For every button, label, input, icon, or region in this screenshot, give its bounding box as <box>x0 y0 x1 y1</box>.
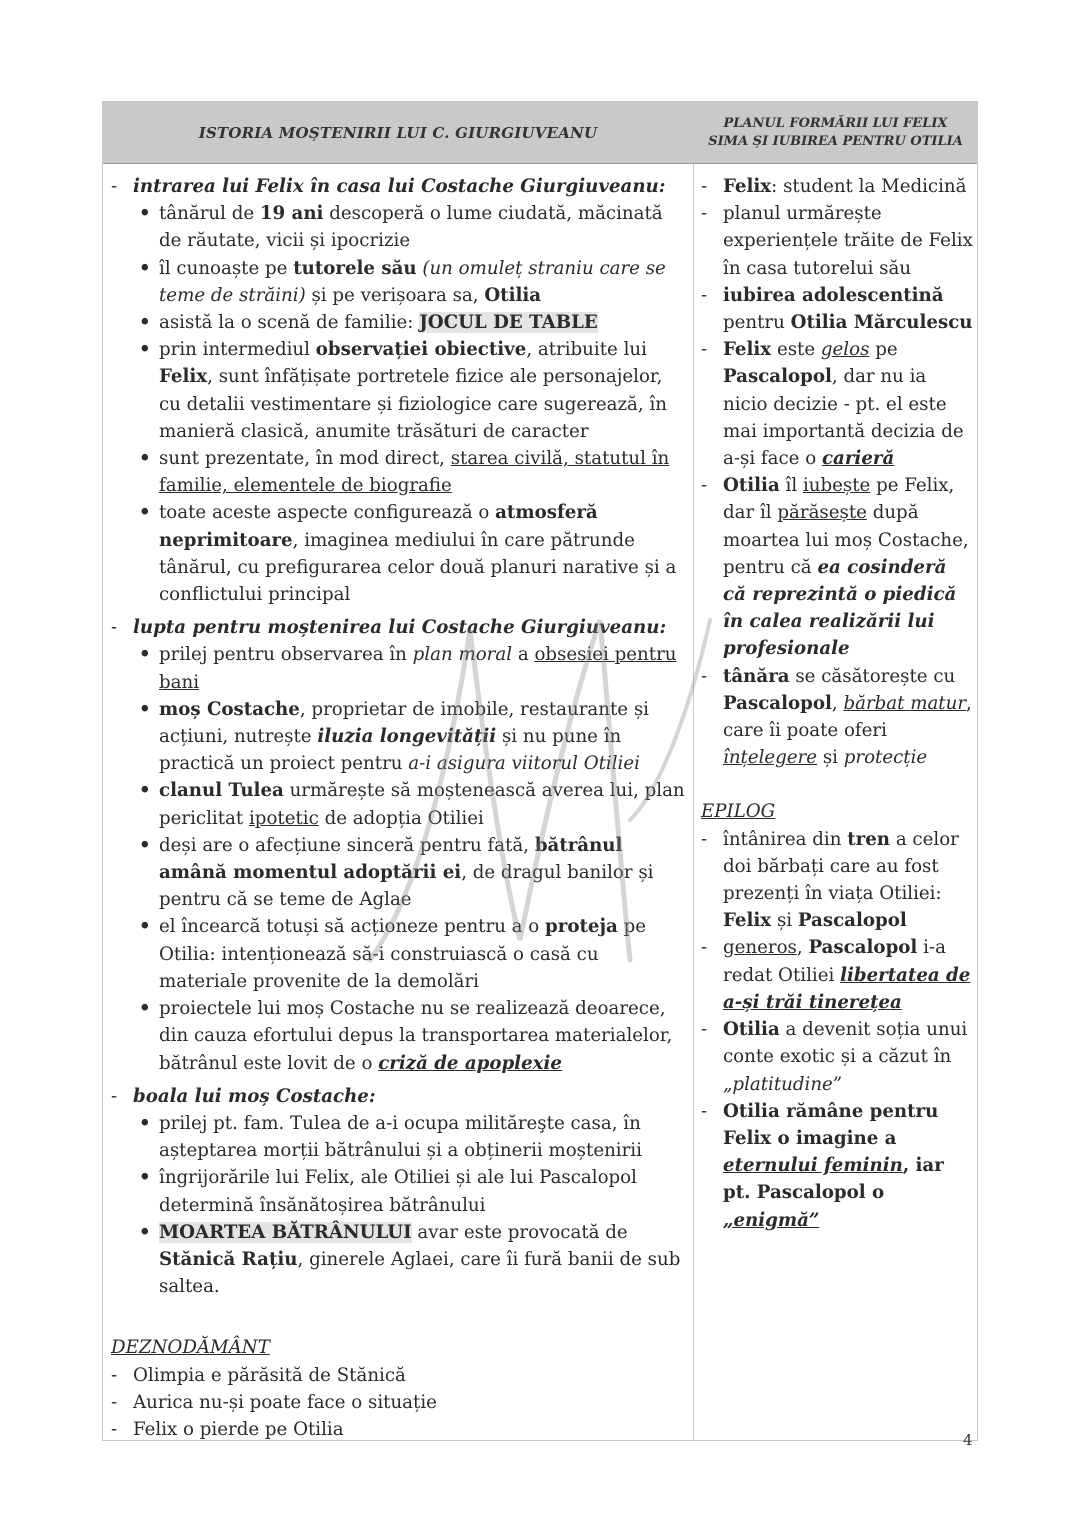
bullet-icon: • <box>139 780 151 802</box>
bullet-icon: • <box>139 203 151 225</box>
list-item: • îl cunoaște pe tutorele său (un omuleț straniu care se teme de străini) și pe verișoara sa, Otilia <box>137 255 685 309</box>
bullet-icon: • <box>139 502 151 524</box>
list-item: - tânăra se căsătorește cu Pascalopol, bărbat matur, care îi poate oferi înțelegere și protecție <box>701 665 972 769</box>
right-column <box>701 173 973 1234</box>
list-item: - Otilia a devenit soția unui conte exotic și a căzut în „platitudine” <box>701 1019 968 1095</box>
bullet-icon: • <box>139 698 151 720</box>
header-right-line2: SIMA ȘI IUBIREA PENTRU OTILIA <box>708 133 963 149</box>
list-item: - generos, Pascalopol i-a redat Otiliei libertatea de a-și trăi tinerețea <box>701 937 971 1013</box>
dash-marker: - <box>111 1085 118 1107</box>
bullet-icon: • <box>139 998 151 1020</box>
list-item: - planul urmărește experiențele trăite de Felix în casa tutorelui său <box>701 203 973 279</box>
bullet-list <box>111 1110 685 1300</box>
list-item: - Otilia rămâne pentru Felix o imagine a eternului feminin, iar pt. Pascalopol o „enigmă” <box>701 1100 944 1231</box>
list-item: • prin intermediul observației obiective, atribuite lui Felix, sunt înfățișate portretele fizice ale personajelor, cu detalii vestimentare și fiziologice care sugerează, în manieră clasică, anumite trăsături de caracter <box>137 336 685 445</box>
list-item: • proiectele lui moș Costache nu se realizează deoarece, din cauza efortului depus la transportarea materialelor, bătrânul este lovit de o criză de apoplexie <box>137 995 685 1077</box>
list-item: - Otilia îl iubește pe Felix, dar îl părăsește după moartea lui moș Costache, pentru că ea cosinderă că reprezintă o piedică în calea realizării lui profesionale <box>701 475 969 660</box>
deznodamant-title: DEZNODĂMÂNT <box>111 1337 270 1359</box>
list-item: - Felix: student la Medicină <box>701 176 967 197</box>
bullet-icon: • <box>139 1112 151 1134</box>
bullet-icon: • <box>139 312 151 334</box>
highlight: MOARTEA BĂTRÂNULUI <box>159 1221 412 1243</box>
dash-marker: - <box>111 617 118 639</box>
bullet-icon: • <box>139 1167 151 1189</box>
header-right-line1: PLANUL FORMĂRII LUI FELIX <box>723 115 948 131</box>
column-divider <box>693 102 694 1440</box>
page-number: 4 <box>963 1431 973 1449</box>
highlight: JOCUL DE TABLE <box>419 312 598 334</box>
content-table <box>102 101 978 1441</box>
bullet-icon: • <box>139 448 151 470</box>
dash-marker: - <box>111 176 118 197</box>
section-heading: intrarea lui Felix în casa lui Costache Giurgiuveanu: <box>133 176 666 197</box>
list-item: • sunt prezentate, în mod direct, starea civilă, statutul în familie, elementele de biografie <box>137 445 685 499</box>
left-column <box>111 173 685 1443</box>
bullet-list <box>111 200 685 608</box>
list-item: • deși are o afecțiune sinceră pentru fată, bătrânul amână momentul adoptării ei, de dragul banilor și pentru că se teme de Aglae <box>137 832 685 914</box>
list-item: - Olimpia e părăsită de Stănică <box>111 1364 406 1386</box>
list-item: - iubirea adolescentină pentru Otilia Mărculescu <box>701 284 973 334</box>
list-item: • toate aceste aspecte configurează o atmosferă neprimitoare, imaginea mediului în care pătrunde tânărul, cu prefigurarea celor două planuri narative și a conflictului principal <box>137 499 685 608</box>
header-divider <box>103 163 977 164</box>
list-item: • asistă la o scenă de familie: JOCUL DE TABLE <box>137 309 685 336</box>
bullet-list <box>111 641 685 1076</box>
list-item: • tânărul de 19 ani descoperă o lume ciudată, măcinată de răutate, vicii și ipocrizie <box>137 200 685 254</box>
list-item: - Aurica nu-și poate face o situație <box>111 1391 437 1413</box>
list-item: • clanul Tulea urmărește să moștenească averea lui, plan periclitat ipotetic de adopția Otiliei <box>137 777 685 831</box>
header-right <box>694 102 977 163</box>
section-heading: lupta pentru moștenirea lui Costache Giurgiuveanu: <box>133 617 667 639</box>
section-heading: boala lui moș Costache: <box>133 1085 376 1107</box>
bullet-icon: • <box>139 916 151 938</box>
list-item: • moș Costache, proprietar de imobile, restaurante și acțiuni, nutrește iluzia longevității și nu pune în practică un proiect pentru a-i asigura viitorul Otiliei <box>137 696 685 778</box>
section-intrarea <box>111 173 685 200</box>
list-item: • îngrijorările lui Felix, ale Otiliei și ale lui Pascalopol determină însănătoșirea bătrânului <box>137 1164 685 1218</box>
bullet-icon: • <box>139 339 151 361</box>
bullet-icon: • <box>139 1221 151 1243</box>
epilog-title: EPILOG <box>701 801 776 823</box>
section-boala <box>111 1083 685 1110</box>
list-item: - Felix o pierde pe Otilia <box>111 1418 344 1440</box>
list-item: - întânirea din tren a celor doi bărbați care au fost prezenți în viața Otiliei: Felix și Pascalopol <box>701 828 959 932</box>
bullet-icon: • <box>139 644 151 666</box>
section-lupta <box>111 614 685 641</box>
list-item: • prilej pentru observarea în plan moral a obsesiei pentru bani <box>137 641 685 695</box>
list-item: • MOARTEA BĂTRÂNULUI avar este provocată de Stănică Rațiu, ginerele Aglaei, care îi fură banii de sub saltea. <box>137 1219 685 1301</box>
list-item: • prilej pt. fam. Tulea de a-i ocupa milităreşte casa, în așteptarea morții bătrânului și a obținerii moștenirii <box>137 1110 685 1164</box>
header-left: ISTORIA MOȘTENIRII LUI C. GIURGIUVEANU <box>103 102 693 163</box>
list-item: - Felix este gelos pe Pascalopol, dar nu ia nicio decizie - pt. el este mai importantă decizia de a-și face o carieră <box>701 339 964 470</box>
bullet-icon: • <box>139 834 151 856</box>
bullet-icon: • <box>139 257 151 279</box>
list-item: • el încearcă totuși să acționeze pentru a o proteja pe Otilia: intenționează să-i construiască o casă cu materiale provenite de la demolări <box>137 913 685 995</box>
